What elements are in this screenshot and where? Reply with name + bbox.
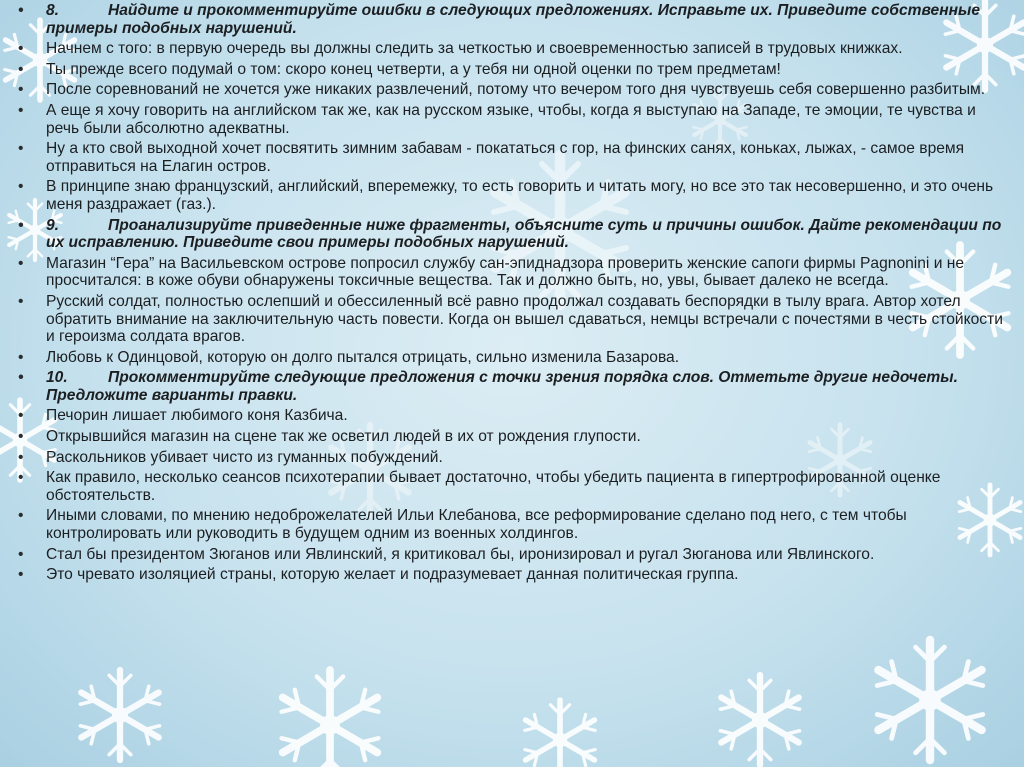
list-item-text: Печорин лишает любимого коня Казбича.: [46, 407, 348, 425]
list-item-text: Любовь к Одинцовой, которую он долго пытался отрицать, сильно изменила Базарова.: [46, 348, 680, 366]
list-item-text: Иными словами, по мнению недоброжелателей Ильи Клебанова, все реформирование сделано под него, с тем чтобы контролировать или руководить в будущем одним из военных холдингов.: [46, 507, 907, 543]
list-item: [18, 428, 1003, 446]
task-heading: [18, 369, 1003, 404]
bullet-icon: •: [18, 407, 24, 425]
list-item-text: Начнем с того: в первую очередь вы должны следить за четкостью и своевременностью записей в трудовых книжках.: [46, 40, 903, 58]
bullet-icon: •: [18, 348, 24, 366]
slide-content: [18, 2, 1003, 587]
list-item-text: Как правило, несколько сеансов психотерапии бывает достаточно, чтобы убедить пациента в гипертрофированной оценке обстоятельств.: [46, 469, 941, 504]
list-item: [18, 449, 1003, 467]
list-item-text: Раскольников убивает чисто из гуманных побуждений.: [46, 448, 443, 466]
bullet-icon: •: [18, 428, 24, 446]
list-item: [18, 81, 1003, 99]
list-item: [18, 469, 1003, 504]
bullet-icon: •: [18, 178, 24, 196]
list-item: [18, 407, 1003, 425]
bullet-icon: •: [18, 545, 24, 563]
task-heading-text: Прокомментируйте следующие предложения с точки зрения порядка слов. Отметьте другие недочеты. Предложите варианты правки.: [46, 369, 958, 404]
bullet-icon: •: [18, 254, 24, 272]
list-item-text: Это чревато изоляцией страны, которую желает и подразумевает данная политическая группа.: [46, 566, 739, 584]
list-item: [18, 293, 1003, 346]
list-item-text: А еще я хочу говорить на английском так же, как на русском языке, чтобы, когда я выступаю на Западе, те эмоции, те чувства и речь были абсолютно адекватны.: [46, 101, 976, 137]
list-item: [18, 546, 1003, 564]
list-item: [18, 140, 1003, 175]
task-number: 10.: [46, 369, 68, 387]
list-item-text: После соревнований не хочется уже никаких развлечений, потому что вечером того дня чувствуешь себя совершенно разбитым.: [46, 81, 986, 99]
bullet-icon: •: [18, 292, 24, 310]
list-item-text: В принципе знаю французский, английский, вперемежку, то есть говорить и читать могу, но все это так несовершенно, и это очень меня раздражает (газ.).: [46, 178, 994, 213]
task-heading-text: Найдите и прокомментируйте ошибки в следующих предложениях. Исправьте их. Приведите собственные примеры подобных нарушений.: [46, 2, 981, 37]
list-item-text: Ты прежде всего подумай о том: скоро конец четверти, а у тебя ни одной оценки по трем предметам!: [46, 60, 781, 78]
bullet-icon: •: [18, 2, 24, 19]
bullet-icon: •: [18, 448, 24, 466]
list-item: [18, 40, 1003, 58]
list-item: [18, 349, 1003, 367]
bullet-icon: •: [18, 507, 24, 525]
bullet-icon: •: [18, 369, 24, 387]
bullet-icon: •: [18, 40, 24, 58]
list-item: [18, 61, 1003, 79]
bullet-icon: •: [18, 469, 24, 487]
list-item-text: Стал бы президентом Зюганов или Явлинский, я критиковал бы, иронизировал и ругал Зюганова или Явлинского.: [46, 545, 875, 563]
list-item: [18, 566, 1003, 584]
bullet-icon: •: [18, 140, 24, 158]
task-number: 8.: [46, 2, 60, 19]
task-heading: [18, 217, 1003, 252]
list-item-text: Русский солдат, полностью ослепший и обессиленный всё равно продолжал создавать беспорядки в тылу врага. Автор хотел обратить внимание на заключительную часть повести. Когда он вышел сдаваться, немцы встречали с почестями в честь стойкости и героизма солдата врагов.: [46, 292, 1003, 346]
list-item-text: Ну а кто свой выходной хочет посвятить зимним забавам - покататься с гор, на финских санях, коньках, лыжах, - самое время отправиться на Елагин остров.: [46, 140, 965, 175]
list-item: [18, 507, 1003, 542]
list-item-text: Открывшийся магазин на сцене так же осветил людей в их от рождения глупости.: [46, 428, 641, 446]
task-heading-text: Проанализируйте приведенные ниже фрагменты, объясните суть и причины ошибок. Дайте рекомендации по их исправлению. Приведите свои примеры подобных нарушений.: [46, 216, 1002, 252]
task-number: 9.: [46, 216, 60, 234]
bullet-icon: •: [18, 60, 24, 78]
list-item: [18, 102, 1003, 137]
list-item: [18, 255, 1003, 290]
bullet-icon: •: [18, 81, 24, 99]
task-heading: [18, 2, 1003, 37]
bullet-icon: •: [18, 101, 24, 119]
list-item-text: Магазин “Гера” на Васильевском острове попросил службу сан-эпиднадзора проверить женские сапоги фирмы Pagnonini и не просчитался: в коже обуви обнаружены токсичные вещества. Так и должно быть, но, увы, бывает далеко не всегда.: [46, 254, 965, 290]
list-item: [18, 178, 1003, 213]
bullet-icon: •: [18, 566, 24, 584]
bullet-icon: •: [18, 216, 24, 234]
